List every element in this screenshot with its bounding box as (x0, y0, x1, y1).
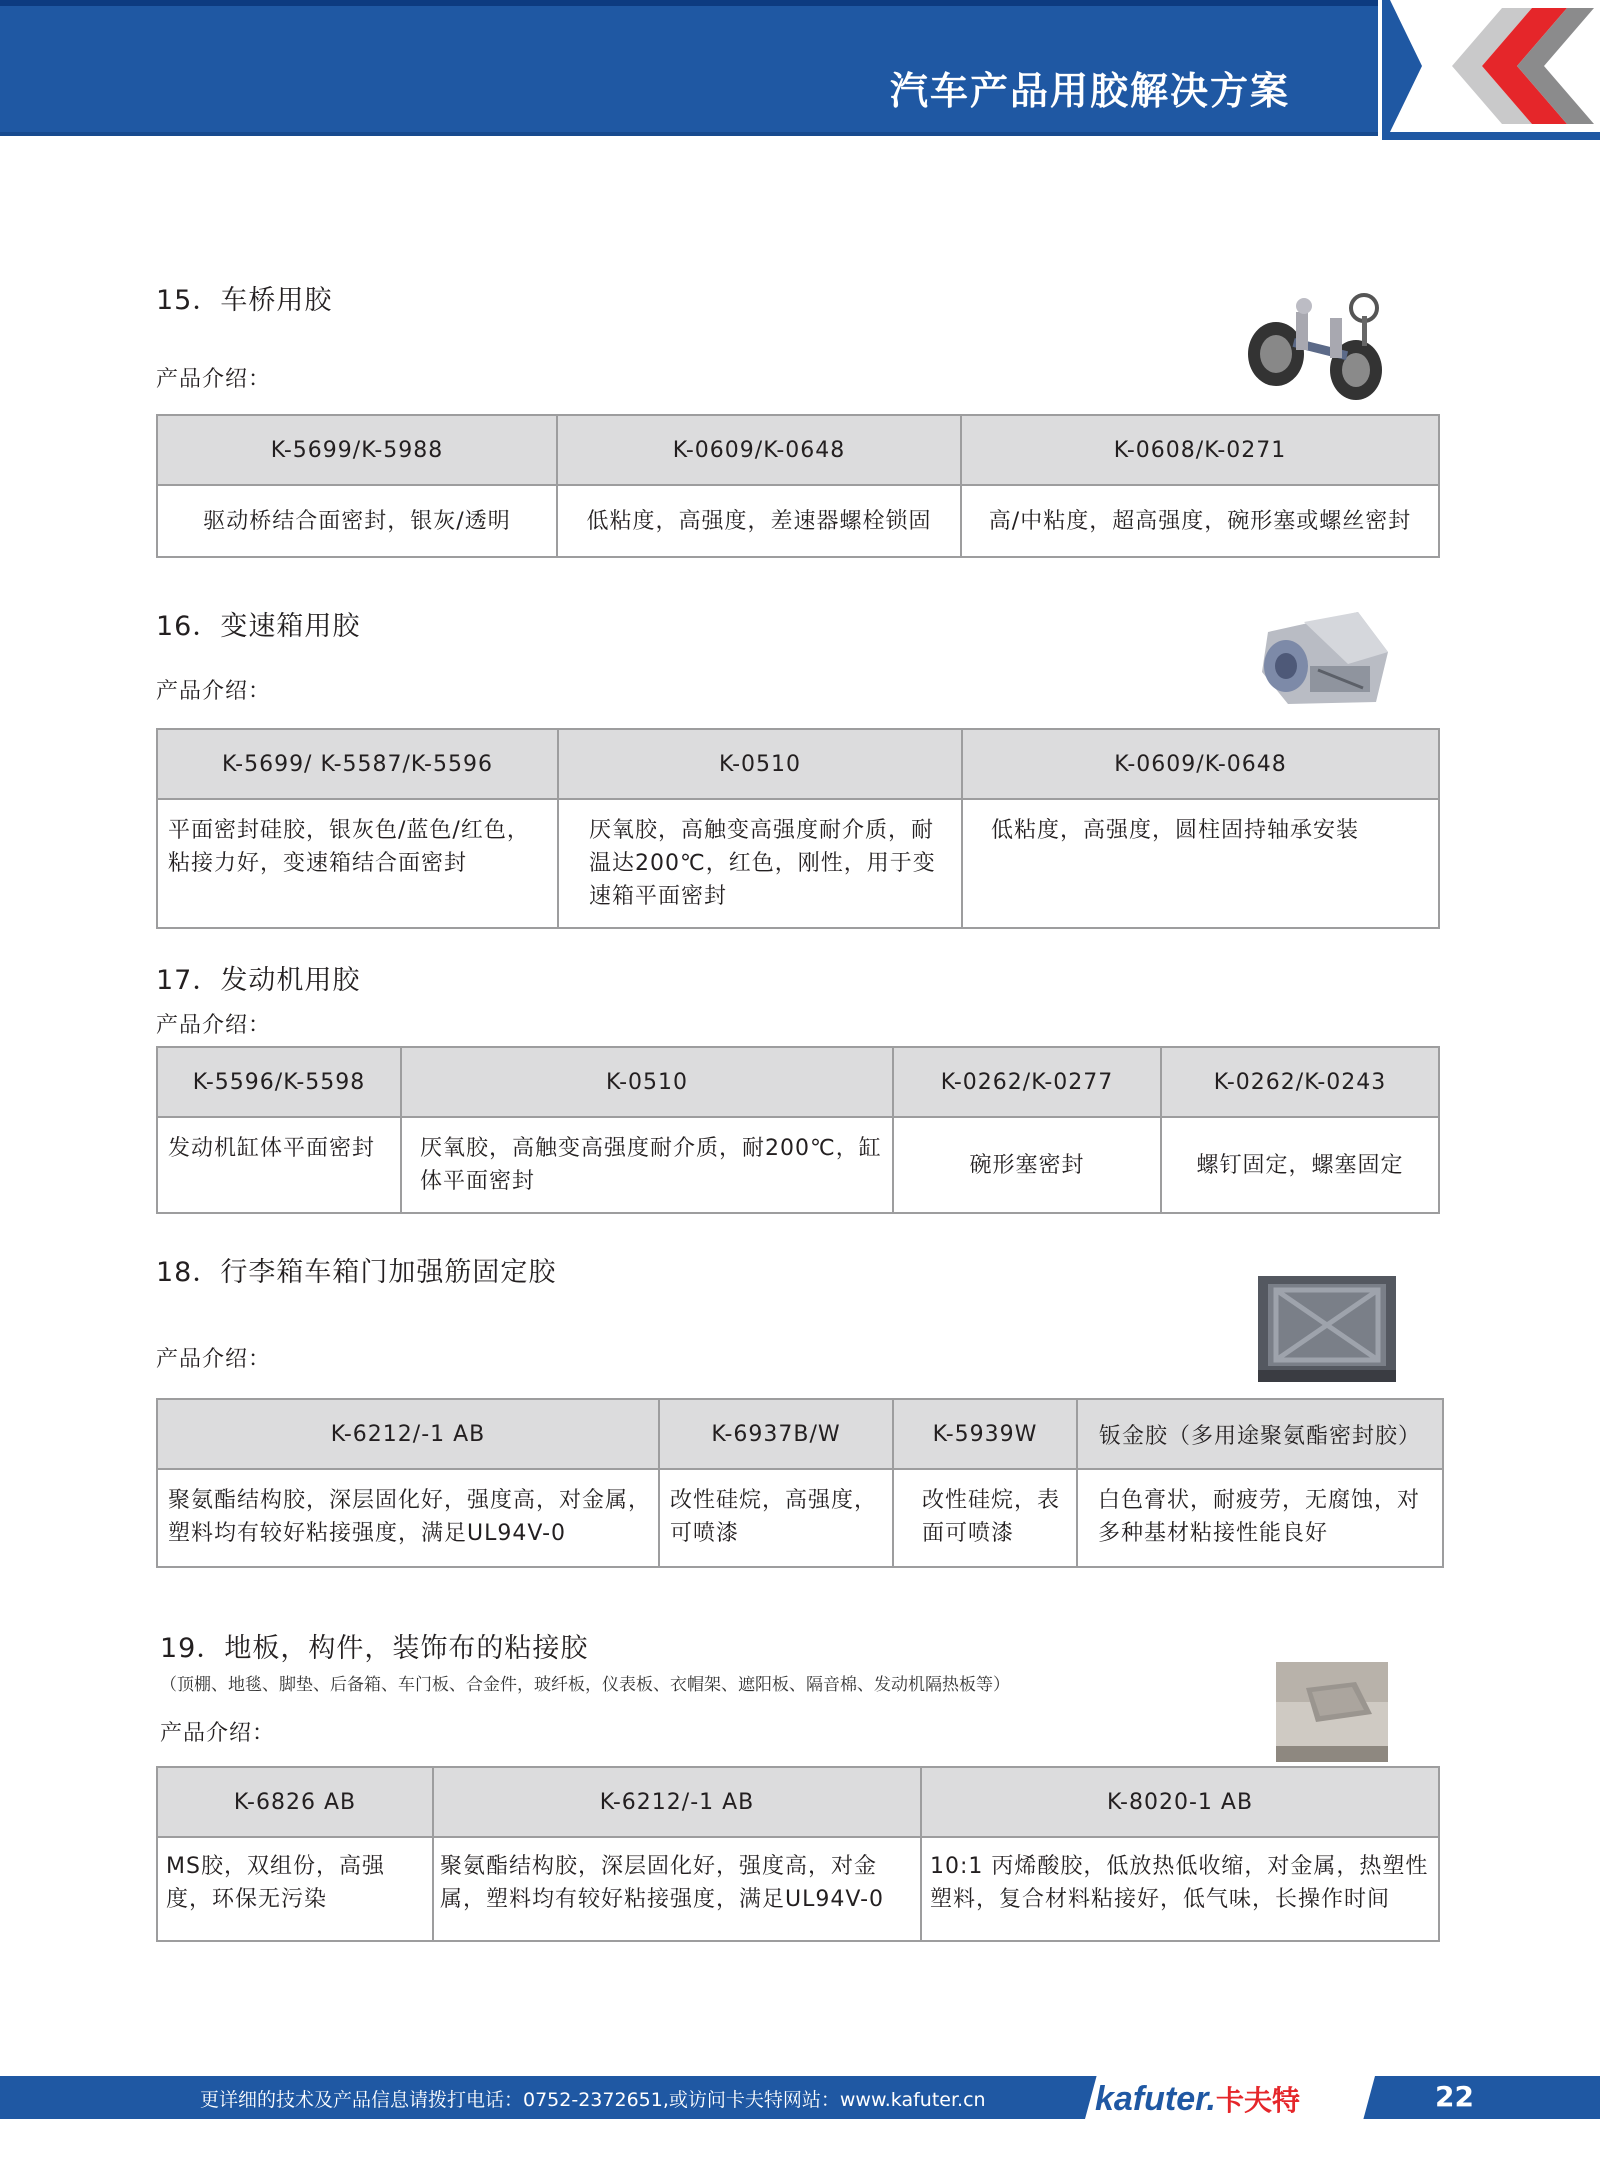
table-header: K-5699/K-5988 (157, 415, 557, 485)
headliner-image (1276, 1662, 1388, 1762)
brand-name: kafuter. (1095, 2080, 1216, 2118)
table-cell: 聚氨酯结构胶，深层固化好，强度高，对金属，塑料均有较好粘接强度，满足UL94V-0 (157, 1469, 659, 1567)
table-header: K-6212/-1 AB (157, 1399, 659, 1469)
table-header: K-5699/ K-5587/K-5596 (157, 729, 558, 799)
table-header: K-0609/K-0648 (557, 415, 961, 485)
section-19-table (156, 1766, 1440, 1942)
chevron-logo-icon (1382, 0, 1600, 140)
table-cell: MS胶，双组份，高强度，环保无污染 (157, 1837, 433, 1941)
table-cell: 发动机缸体平面密封 (157, 1117, 401, 1213)
section-19-intro: 产品介绍： (160, 1721, 276, 1746)
page-header (0, 0, 1600, 150)
table-header: K-0609/K-0648 (962, 729, 1439, 799)
table-header: K-6212/-1 AB (433, 1767, 921, 1837)
gearbox-image (1248, 592, 1396, 714)
trunk-door-image (1258, 1276, 1396, 1382)
section-19-title: 19．地板，构件，装饰布的粘接胶 (160, 1633, 589, 1664)
page-footer (0, 2076, 1600, 2168)
brand-logo (1095, 2079, 1300, 2119)
section-15-table (156, 414, 1440, 558)
table-cell: 改性硅烷，表面可喷漆 (893, 1469, 1077, 1567)
section-16-intro: 产品介绍： (156, 679, 272, 704)
table-header: K-0510 (558, 729, 962, 799)
section-19-subtitle: （顶棚、地毯、脚垫、后备箱、车门板、合金件，玻纤板，仪表板、衣帽架、遮阳板、隔音棉、发动机隔热板等） (160, 1675, 1010, 1695)
header-title: 汽车产品用胶解决方案 (889, 69, 1290, 113)
footer-contact-text: 更详细的技术及产品信息请拨打电话：0752-2372651,或访问卡夫特网站：www.kafuter.cn (200, 2089, 986, 2111)
table-cell: 高/中粘度，超高强度，碗形塞或螺丝密封 (961, 485, 1439, 557)
table-header: K-0608/K-0271 (961, 415, 1439, 485)
brand-name-cn: 卡夫特 (1215, 2085, 1300, 2116)
table-cell: 改性硅烷，高强度，可喷漆 (659, 1469, 893, 1567)
table-header: K-5596/K-5598 (157, 1047, 401, 1117)
table-header: K-6937B/W (659, 1399, 893, 1469)
table-cell: 聚氨酯结构胶，深层固化好，强度高，对金属，塑料均有较好粘接强度，满足UL94V-0 (433, 1837, 921, 1941)
table-header: K-0262/K-0277 (893, 1047, 1161, 1117)
page-number: 22 (1435, 2080, 1474, 2113)
table-header: 钣金胶（多用途聚氨酯密封胶） (1077, 1399, 1443, 1469)
table-cell: 低粘度，高强度，圆柱固持轴承安装 (962, 799, 1439, 928)
section-16-title: 16．变速箱用胶 (156, 611, 361, 642)
table-cell: 螺钉固定，螺塞固定 (1161, 1117, 1439, 1213)
section-17-title: 17．发动机用胶 (156, 965, 361, 996)
section-18-intro: 产品介绍： (156, 1347, 272, 1372)
section-17-intro: 产品介绍： (156, 1013, 272, 1038)
table-cell: 10:1 丙烯酸胶，低放热低收缩，对金属，热塑性塑料，复合材料粘接好，低气味，长操作时间 (921, 1837, 1439, 1941)
table-cell: 厌氧胶，高触变高强度耐介质，耐温达200℃，红色，刚性，用于变速箱平面密封 (558, 799, 962, 928)
table-header: K-0262/K-0243 (1161, 1047, 1439, 1117)
header-bar-stripe (0, 0, 1378, 6)
section-15-intro: 产品介绍： (156, 367, 272, 392)
section-16-table (156, 728, 1440, 929)
axle-image (1238, 282, 1398, 410)
section-17-table (156, 1046, 1440, 1214)
table-header: K-0510 (401, 1047, 893, 1117)
table-cell: 平面密封硅胶，银灰色/蓝色/红色，粘接力好，变速箱结合面密封 (157, 799, 558, 928)
section-18-title: 18．行李箱车箱门加强筋固定胶 (156, 1257, 557, 1288)
table-cell: 低粘度，高强度，差速器螺栓锁固 (557, 485, 961, 557)
table-cell: 白色膏状，耐疲劳，无腐蚀，对多种基材粘接性能良好 (1077, 1469, 1443, 1567)
table-cell: 驱动桥结合面密封，银灰/透明 (157, 485, 557, 557)
section-18-table (156, 1398, 1444, 1568)
table-cell: 厌氧胶，高触变高强度耐介质，耐200℃，缸体平面密封 (401, 1117, 893, 1213)
table-header: K-8020-1 AB (921, 1767, 1439, 1837)
section-15-title: 15．车桥用胶 (156, 285, 333, 316)
table-header: K-5939W (893, 1399, 1077, 1469)
table-header: K-6826 AB (157, 1767, 433, 1837)
table-cell: 碗形塞密封 (893, 1117, 1161, 1213)
